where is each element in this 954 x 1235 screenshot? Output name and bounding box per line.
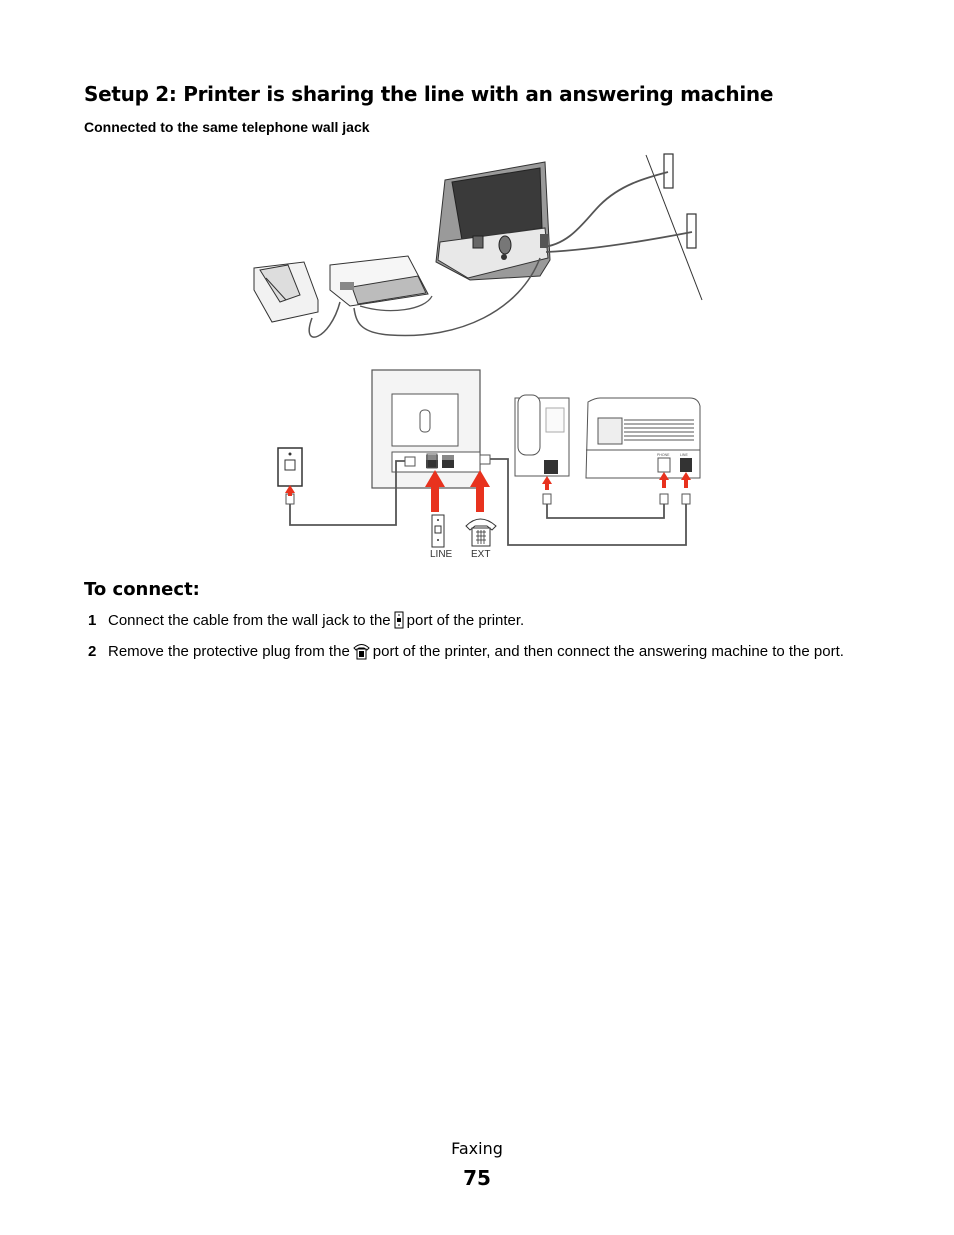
telephone-schematic: [515, 395, 569, 476]
subheading: Connected to the same telephone wall jack: [84, 119, 370, 135]
red-arrow: [542, 476, 552, 490]
cable-line: [546, 232, 692, 252]
footer-section: Faxing: [451, 1139, 503, 1158]
step-text: port of the printer, and then connect the answering machine to the port.: [372, 642, 844, 660]
printer-schematic: [372, 370, 490, 488]
wall-jack-schematic: [278, 448, 302, 486]
line-port-diagram-icon: [432, 515, 444, 547]
am-line-port-label: LINE: [680, 453, 688, 457]
wall-jack-upper: [664, 154, 673, 188]
wall-jack-lower: [687, 214, 696, 248]
ext-label: EXT: [471, 549, 491, 560]
ext-port-diagram-icon: [466, 519, 496, 546]
printer-illustration: [436, 162, 550, 280]
cable-connector: [660, 494, 668, 504]
step-text: Remove the protective plug from the: [108, 642, 350, 660]
cable-line: [542, 172, 668, 247]
page-number: 75: [463, 1166, 491, 1190]
answering-machine-illustration: [330, 256, 428, 306]
telephone-illustration: [254, 262, 318, 322]
step-number: 2: [88, 642, 97, 660]
ext-port-icon: [353, 642, 370, 660]
step-number: 1: [88, 611, 97, 629]
cable-connector: [682, 494, 690, 504]
step-2: [88, 642, 844, 660]
step-text: port of the printer.: [406, 611, 525, 629]
cable-connector: [543, 494, 551, 504]
page-title: Setup 2: Printer is sharing the line with an answering machine: [84, 82, 774, 106]
to-connect-title: To connect:: [84, 579, 200, 600]
line-port-icon: [394, 611, 404, 629]
step-1: [88, 611, 524, 629]
cable-line: [547, 504, 664, 518]
answering-machine-schematic: [586, 398, 700, 478]
am-phone-port-label: PHONE: [657, 453, 670, 457]
step-text: Connect the cable from the wall jack to the: [108, 611, 391, 629]
line-label: LINE: [430, 549, 453, 560]
connection-diagram: [240, 150, 710, 565]
